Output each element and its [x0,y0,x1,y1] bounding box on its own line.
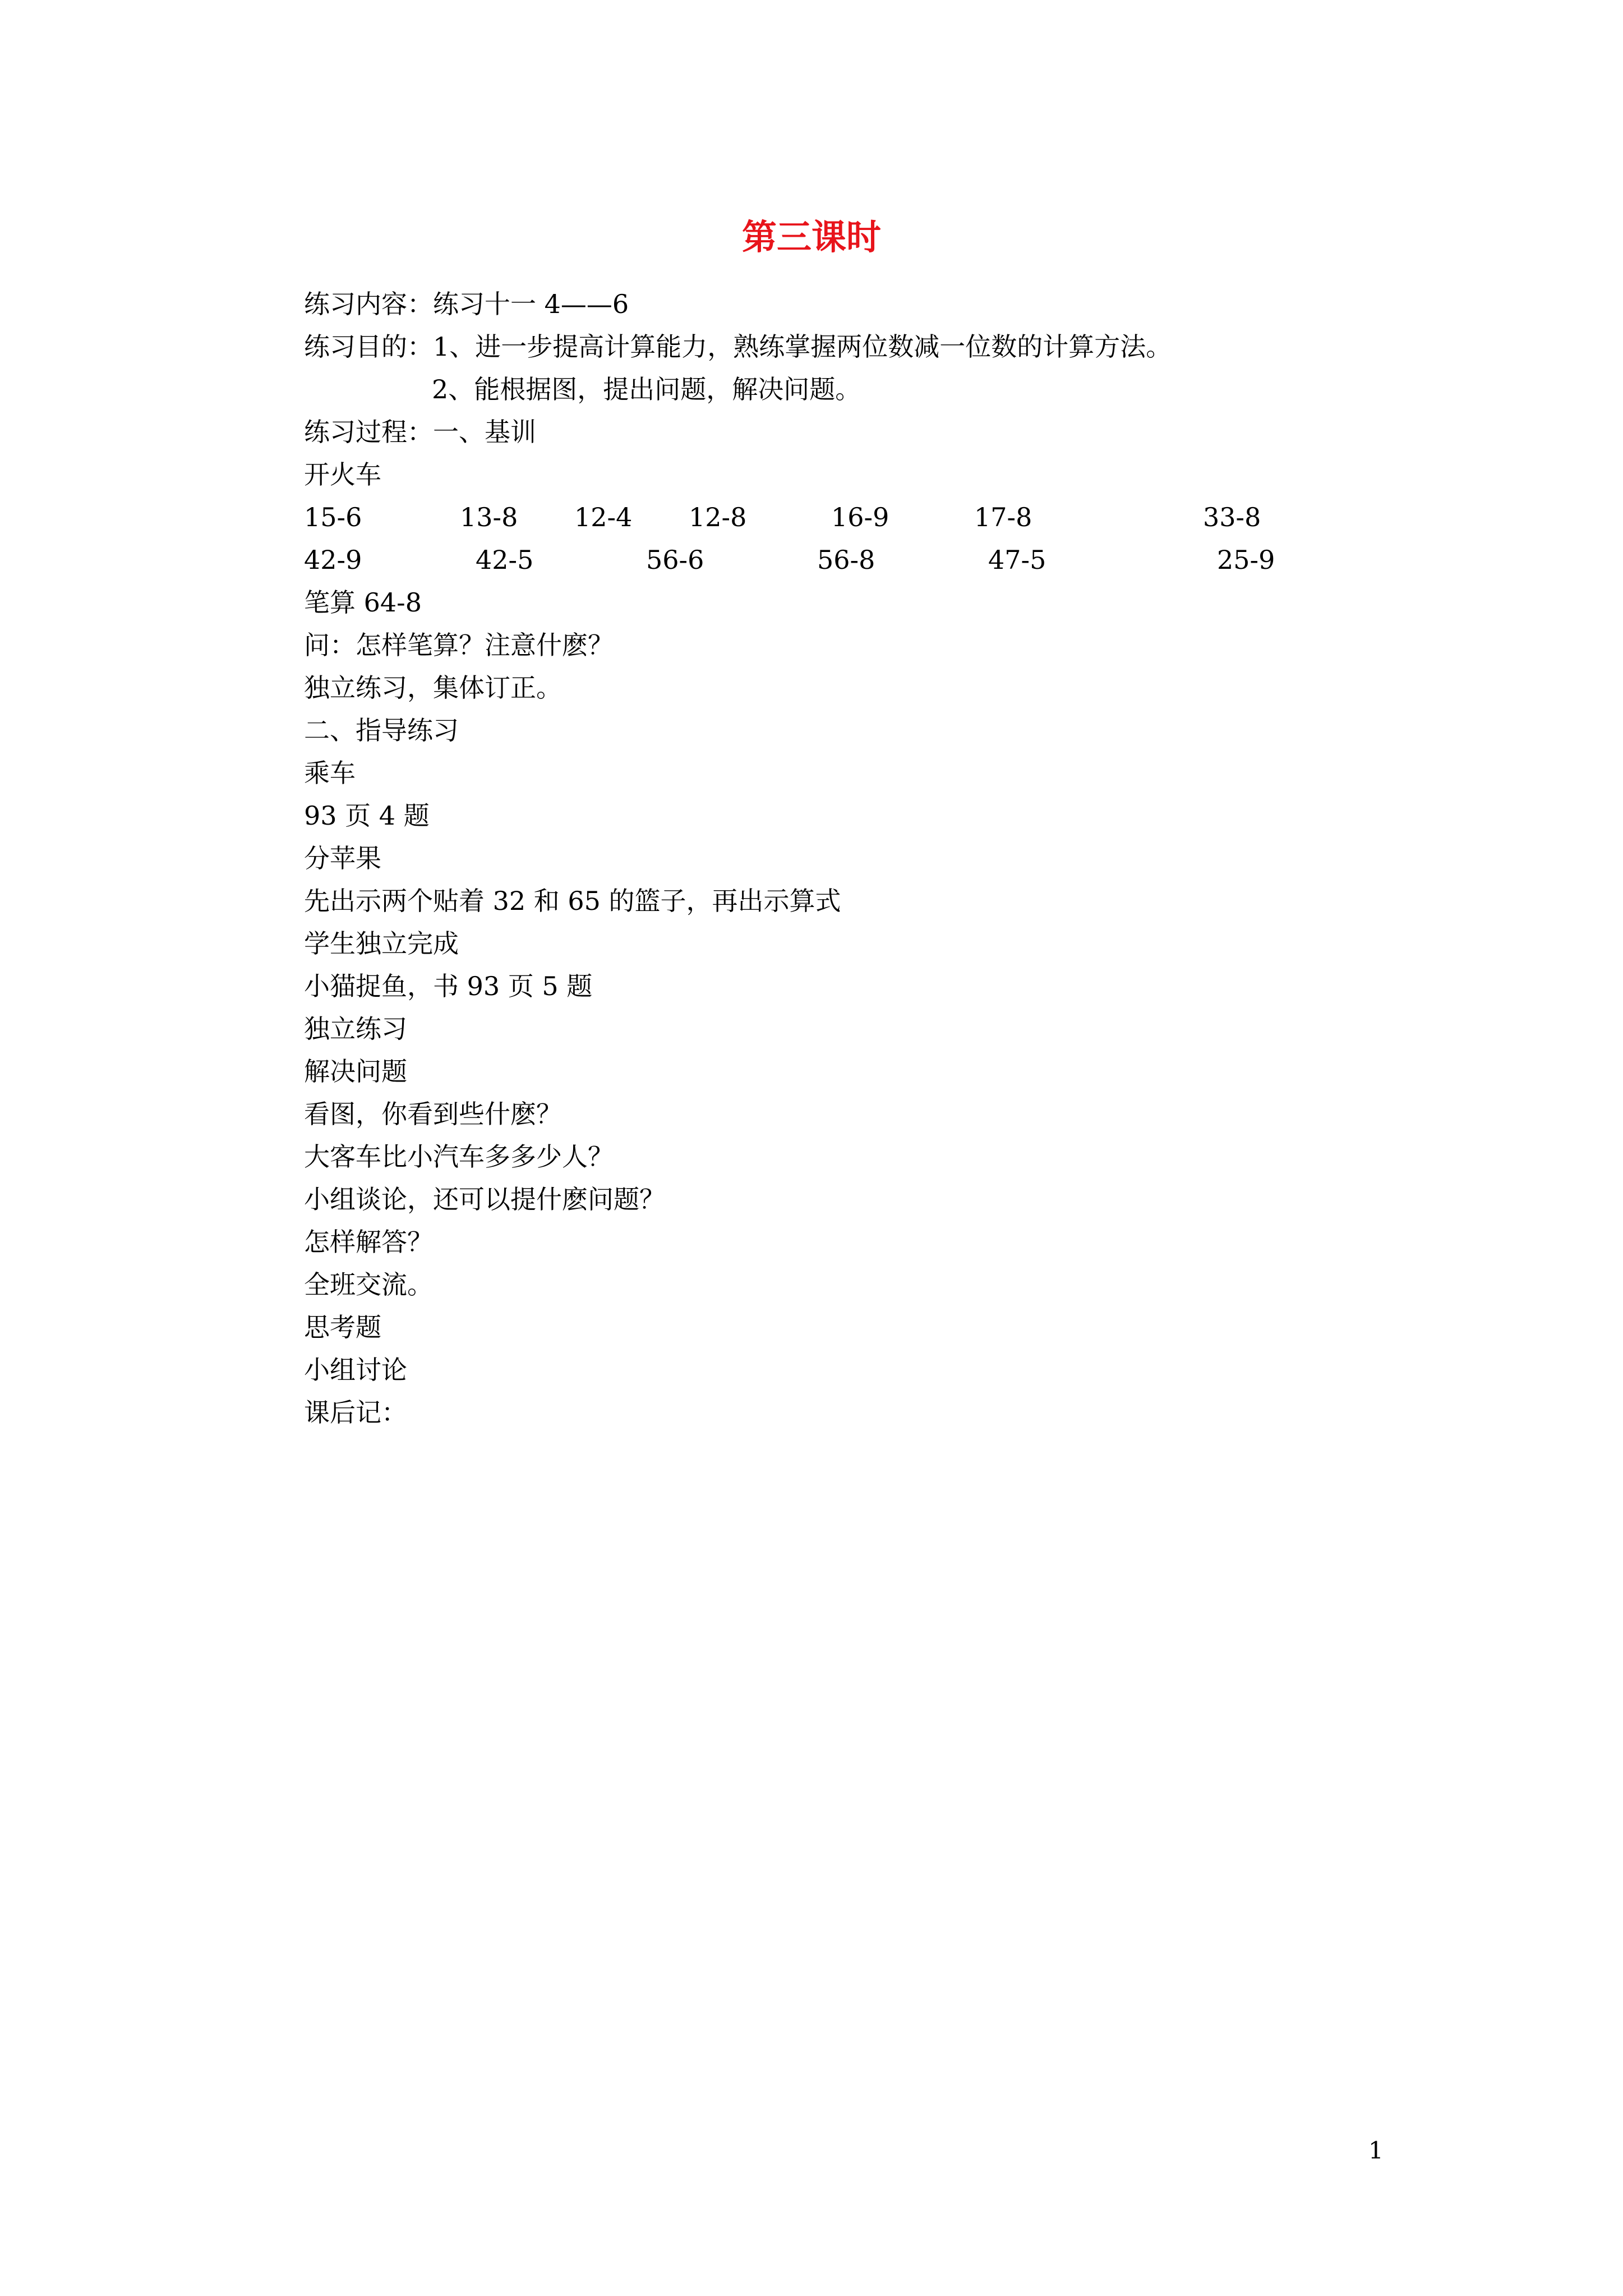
expression: 47-5 [988,545,1046,575]
text-line: 小组谈论，还可以提什麽问题？ [304,1184,665,1214]
text-line: 笔算 64-8 [304,587,422,618]
text-line: 课后记： [304,1397,407,1428]
text-line: 小猫捉鱼，书 93 页 5 题 [304,971,593,1001]
expression: 56-8 [817,545,875,575]
text-line: 93 页 4 题 [304,800,430,831]
expression: 42-9 [304,545,362,575]
text-line: 学生独立完成 [304,928,459,959]
process-line: 练习过程：一、基训 [304,417,536,447]
expression: 56-6 [646,545,704,575]
text-line: 大客车比小汽车多多少人？ [304,1142,614,1172]
expression: 25-9 [1217,545,1275,575]
expression: 12-8 [689,502,747,532]
text-line: 分苹果 [304,843,381,873]
expression: 33-8 [1203,502,1261,532]
section-heading: 二、指导练习 [304,715,459,746]
text-line: 先出示两个贴着 32 和 65 的篮子，再出示算式 [304,886,841,916]
page-title: 第三课时 [741,217,881,257]
text-line: 乘车 [304,758,356,788]
purpose-line-1: 练习目的：1、进一步提高计算能力，熟练掌握两位数减一位数的计算方法。 [304,332,1172,362]
text-line: 独立练习，集体订正。 [304,673,562,703]
text-line: 思考题 [304,1312,381,1342]
content-line: 练习内容：练习十一 4——6 [304,289,629,319]
expression: 42-5 [476,545,534,575]
text-line: 小组讨论 [304,1355,407,1385]
text-line: 解决问题 [304,1056,407,1087]
text-line: 独立练习 [304,1014,407,1044]
expression: 17-8 [974,502,1032,532]
expression: 12-4 [574,502,633,532]
expression: 16-9 [831,502,889,532]
expression: 13-8 [460,502,518,532]
text-line: 问：怎样笔算？注意什麽？ [304,630,614,660]
text-line: 全班交流。 [304,1269,433,1300]
text-line: 怎样解答？ [304,1227,433,1257]
expression: 15-6 [304,502,362,532]
page-number: 1 [1368,2137,1384,2164]
train-heading: 开火车 [304,459,381,490]
text-line: 看图，你看到些什麽？ [304,1099,562,1129]
purpose-line-2: 2、能根据图，提出问题，解决问题。 [432,374,861,404]
